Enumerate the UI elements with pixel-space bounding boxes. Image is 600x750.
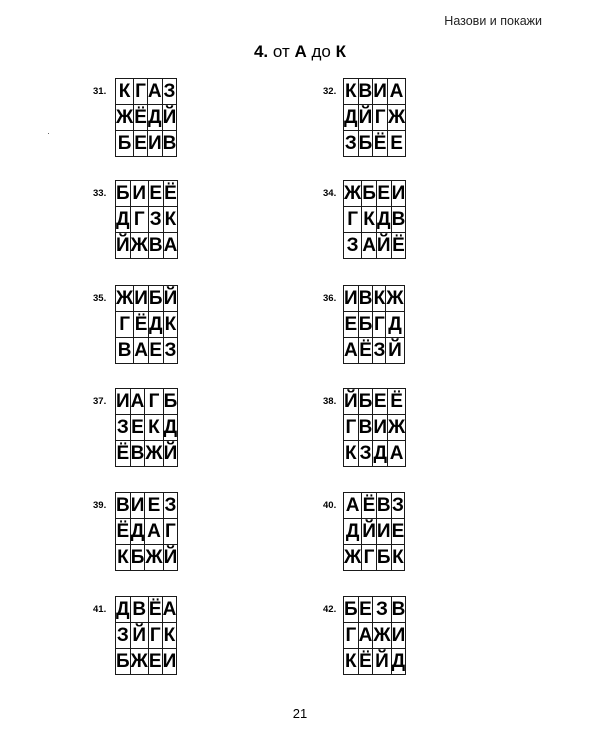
letter-cell: Г (344, 207, 362, 233)
letter-cell: Е (391, 519, 405, 545)
letter-row (116, 441, 178, 467)
letter-row (116, 312, 178, 338)
letter-cell: Ж (130, 233, 148, 259)
letter-cell: Й (163, 545, 178, 571)
letter-cell: З (373, 597, 391, 623)
letter-row (344, 597, 406, 623)
letter-row (344, 441, 406, 467)
exercise-number: 42. (323, 604, 337, 615)
letter-cell: Й (163, 286, 178, 312)
letter-cell: Е (145, 493, 163, 519)
exercise-number: 35. (93, 293, 107, 304)
letter-row (116, 389, 178, 415)
exercise-number: 37. (93, 396, 107, 407)
letter-cell: В (391, 597, 406, 623)
letter-cell: Б (130, 545, 145, 571)
letter-cell: Г (116, 312, 134, 338)
letter-cell: Й (116, 233, 131, 259)
letter-cell: Й (162, 105, 177, 131)
letter-cell: В (391, 207, 406, 233)
letter-cell: В (358, 286, 373, 312)
letter-cell: Д (344, 105, 359, 131)
letter-cell: И (391, 623, 406, 649)
letter-row (116, 649, 177, 675)
letter-grid (115, 388, 178, 467)
letter-row (116, 545, 178, 571)
letter-cell: Ё (134, 105, 148, 131)
letter-row (344, 623, 406, 649)
exercise-number: 32. (323, 86, 337, 97)
letter-cell: Г (134, 79, 148, 105)
letter-row (116, 493, 178, 519)
letter-grid (343, 78, 406, 157)
letter-cell: В (148, 233, 163, 259)
exercise-number: 34. (323, 188, 337, 199)
letter-row (116, 415, 178, 441)
letter-cell: Г (373, 105, 388, 131)
letter-cell: Ё (362, 493, 377, 519)
letter-cell: Е (148, 181, 163, 207)
letter-cell: Б (358, 312, 373, 338)
letter-cell: Й (386, 338, 404, 364)
letter-cell: Й (373, 649, 391, 675)
letter-row (116, 623, 177, 649)
exercise-number: 31. (93, 86, 107, 97)
letter-cell: В (116, 493, 131, 519)
letter-cell: Б (344, 597, 359, 623)
letter-cell: Й (358, 105, 373, 131)
letter-cell: Б (376, 545, 391, 571)
letter-cell: К (162, 623, 177, 649)
letter-cell: Д (344, 519, 362, 545)
letter-cell: В (116, 338, 134, 364)
exercise-number: 41. (93, 604, 107, 615)
letter-cell: А (163, 233, 178, 259)
letter-row (116, 105, 177, 131)
letter-cell: Ё (116, 441, 131, 467)
letter-cell: Е (134, 131, 148, 157)
letter-cell: З (373, 338, 386, 364)
letter-cell: А (362, 233, 377, 259)
letter-cell: З (162, 79, 177, 105)
letter-cell: Й (163, 441, 178, 467)
letter-row (116, 597, 177, 623)
letter-cell: Б (358, 389, 373, 415)
scan-speck (48, 133, 49, 134)
letter-cell: Г (344, 415, 359, 441)
letter-cell: К (344, 649, 359, 675)
letter-grid (115, 78, 177, 157)
page-header: Назови и покажи (444, 14, 542, 28)
letter-cell: Е (130, 415, 145, 441)
letter-grid (343, 285, 405, 364)
letter-cell: Ж (388, 415, 406, 441)
exercise-number: 33. (93, 188, 107, 199)
letter-cell: К (116, 545, 131, 571)
letter-cell: К (163, 207, 178, 233)
letter-cell: З (163, 493, 178, 519)
letter-cell: З (116, 415, 131, 441)
letter-cell: Д (376, 207, 391, 233)
letter-cell: З (344, 233, 362, 259)
letter-row (116, 181, 178, 207)
letter-row (344, 338, 405, 364)
letter-cell: Д (386, 312, 404, 338)
letter-cell: Ж (344, 181, 362, 207)
letter-row (344, 181, 406, 207)
letter-cell: Д (391, 649, 406, 675)
letter-cell: К (344, 79, 359, 105)
letter-cell: А (147, 79, 162, 105)
letter-cell: Е (358, 597, 373, 623)
letter-cell: Г (362, 545, 377, 571)
letter-cell: И (116, 389, 131, 415)
letter-cell: Ж (116, 286, 134, 312)
letter-row (344, 519, 405, 545)
letter-cell: Й (130, 623, 148, 649)
letter-grid (115, 180, 178, 259)
letter-row (344, 286, 405, 312)
letter-cell: Е (387, 131, 405, 157)
letter-cell: Е (373, 389, 388, 415)
letter-cell: Б (163, 389, 178, 415)
letter-row (116, 79, 177, 105)
letter-cell: К (391, 545, 405, 571)
letter-cell: Г (145, 389, 163, 415)
letter-cell: Ё (391, 233, 406, 259)
letter-cell: З (344, 131, 359, 157)
letter-cell: Ё (148, 597, 162, 623)
letter-cell: Ж (387, 105, 405, 131)
title-from-word: от (272, 42, 290, 61)
letter-row (344, 389, 406, 415)
letter-cell: З (163, 338, 178, 364)
letter-cell: З (148, 207, 163, 233)
letter-cell: И (376, 519, 391, 545)
letter-cell: Г (130, 207, 148, 233)
letter-cell: И (147, 131, 162, 157)
letter-row (344, 493, 405, 519)
letter-cell: Ж (145, 545, 163, 571)
letter-cell: И (130, 493, 145, 519)
letter-cell: К (344, 441, 359, 467)
letter-grid (115, 285, 178, 364)
exercise-number: 36. (323, 293, 337, 304)
letter-row (116, 286, 178, 312)
letter-row (344, 79, 406, 105)
letter-cell: Г (148, 623, 162, 649)
letter-cell: А (388, 441, 406, 467)
letter-cell: В (376, 493, 391, 519)
letter-grid (343, 492, 405, 571)
title-to-word: до (311, 42, 331, 61)
letter-cell: Ё (358, 649, 373, 675)
letter-row (344, 131, 406, 157)
letter-cell: А (387, 79, 405, 105)
letter-cell: Д (373, 441, 388, 467)
letter-cell: Ё (373, 131, 388, 157)
exercise-number: 40. (323, 500, 337, 511)
letter-cell: Ж (373, 623, 391, 649)
letter-cell: Ё (116, 519, 131, 545)
letter-cell: И (391, 181, 406, 207)
letter-cell: Б (362, 181, 377, 207)
letter-row (344, 233, 406, 259)
letter-cell: В (358, 79, 373, 105)
letter-cell: Й (376, 233, 391, 259)
letter-cell: Е (148, 338, 163, 364)
letter-cell: Е (148, 649, 162, 675)
letter-cell: Г (163, 519, 178, 545)
letter-cell: Ж (145, 441, 163, 467)
letter-cell: И (373, 415, 388, 441)
letter-grid (343, 596, 406, 675)
letter-row (116, 233, 178, 259)
letter-row (344, 207, 406, 233)
letter-cell: К (145, 415, 163, 441)
letter-cell: Е (376, 181, 391, 207)
letter-grid (343, 180, 406, 259)
letter-cell: И (130, 181, 148, 207)
letter-cell: К (116, 79, 134, 105)
letter-cell: В (358, 415, 373, 441)
letter-row (344, 105, 406, 131)
title-from-letter: А (294, 42, 307, 61)
letter-cell: З (391, 493, 405, 519)
letter-row (116, 338, 178, 364)
letter-row (116, 207, 178, 233)
letter-cell: Д (130, 519, 145, 545)
letter-cell: Ё (358, 338, 373, 364)
letter-cell: Г (344, 623, 359, 649)
letter-cell: Ж (116, 105, 134, 131)
letter-cell: Д (147, 105, 162, 131)
letter-cell: Ж (130, 649, 148, 675)
exercise-number: 39. (93, 500, 107, 511)
letter-cell: Б (358, 131, 373, 157)
letter-row (344, 415, 406, 441)
letter-cell: Ё (134, 312, 149, 338)
letter-cell: Д (116, 597, 131, 623)
letter-cell: Ё (388, 389, 406, 415)
letter-grid (343, 388, 406, 467)
letter-cell: Й (362, 519, 377, 545)
letter-cell: Ж (386, 286, 404, 312)
letter-cell: И (162, 649, 177, 675)
letter-cell: В (130, 441, 145, 467)
letter-cell: А (344, 338, 359, 364)
letter-cell: Ё (163, 181, 178, 207)
page-title (0, 42, 600, 62)
letter-cell: Д (163, 415, 178, 441)
letter-cell: Г (373, 312, 386, 338)
letter-row (344, 545, 405, 571)
letter-cell: А (358, 623, 373, 649)
letter-cell: Й (344, 389, 359, 415)
letter-cell: З (358, 441, 373, 467)
letter-cell: А (162, 597, 177, 623)
letter-cell: К (373, 286, 386, 312)
letter-cell: Д (116, 207, 131, 233)
exercise-number: 38. (323, 396, 337, 407)
letter-cell: Ж (344, 545, 362, 571)
page-number: 21 (292, 706, 308, 721)
letter-cell: В (130, 597, 148, 623)
letter-cell: А (344, 493, 362, 519)
letter-cell: И (134, 286, 149, 312)
letter-cell: А (130, 389, 145, 415)
title-to-letter: К (335, 42, 347, 61)
letter-cell: Д (148, 312, 163, 338)
letter-cell: А (134, 338, 149, 364)
letter-row (116, 519, 178, 545)
letter-cell: З (116, 623, 131, 649)
letter-cell: Е (344, 312, 359, 338)
letter-cell: К (362, 207, 377, 233)
letter-row (116, 131, 177, 157)
letter-row (344, 312, 405, 338)
letter-cell: И (344, 286, 359, 312)
letter-cell: К (163, 312, 178, 338)
letter-grid (115, 596, 177, 675)
title-number: 4. (253, 42, 269, 61)
letter-cell: И (373, 79, 388, 105)
letter-row (344, 649, 406, 675)
letter-grid (115, 492, 178, 571)
letter-cell: В (162, 131, 177, 157)
letter-cell: Б (116, 181, 131, 207)
letter-cell: Б (148, 286, 163, 312)
letter-cell: А (145, 519, 163, 545)
letter-cell: Б (116, 649, 131, 675)
letter-cell: Б (116, 131, 134, 157)
